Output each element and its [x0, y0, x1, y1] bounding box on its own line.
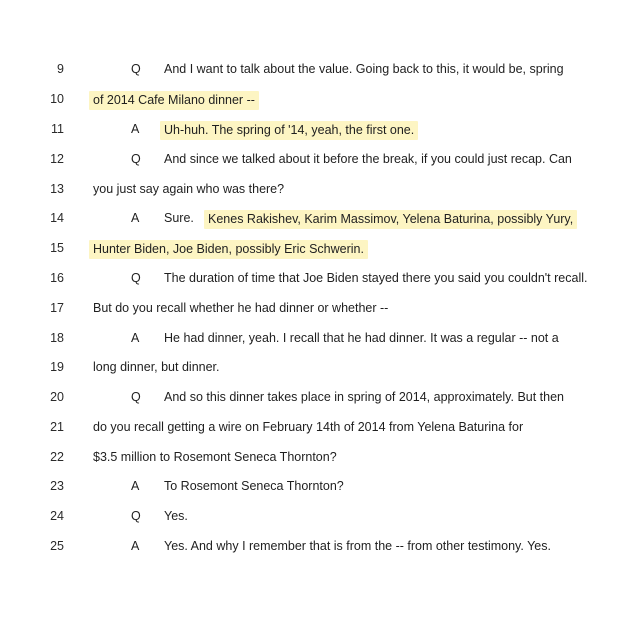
speaker-label: Q	[131, 509, 141, 523]
line-number: 25	[50, 539, 64, 553]
highlighted-text: Uh-huh. The spring of '14, yeah, the first one.	[160, 121, 418, 140]
line-number: 13	[50, 182, 64, 196]
line-text: But do you recall whether he had dinner or whether --	[93, 301, 389, 315]
transcript-line-21	[0, 414, 620, 442]
transcript-line-12	[0, 146, 620, 174]
line-text: And so this dinner takes place in spring of 2014, approximately. But then	[164, 390, 565, 404]
transcript-line-18	[0, 325, 620, 353]
speaker-label: A	[131, 211, 140, 225]
highlighted-text: of 2014 Cafe Milano dinner --	[89, 91, 259, 110]
speaker-label: A	[131, 331, 140, 345]
speaker-label: Q	[131, 62, 141, 76]
speaker-label: Q	[131, 390, 141, 404]
highlighted-text: Kenes Rakishev, Karim Massimov, Yelena Baturina, possibly Yury,	[204, 210, 577, 229]
transcript-line-13	[0, 176, 620, 204]
line-number: 15	[50, 241, 64, 255]
transcript-line-25	[0, 533, 620, 561]
transcript-line-10	[0, 86, 620, 114]
transcript-line-16	[0, 265, 620, 293]
line-text: And since we talked about it before the break, if you could just recap. Can	[164, 152, 572, 166]
line-number: 14	[50, 211, 64, 225]
line-number: 18	[50, 331, 64, 345]
transcript-line-11	[0, 116, 620, 144]
transcript-line-20	[0, 384, 620, 412]
line-number: 11	[51, 122, 64, 136]
transcript-line-9	[0, 56, 620, 84]
speaker-label: Q	[131, 271, 141, 285]
line-number: 10	[50, 92, 64, 106]
line-text: He had dinner, yeah. I recall that he had dinner. It was a regular -- not a	[164, 331, 559, 345]
transcript-line-24	[0, 503, 620, 531]
line-text: you just say again who was there?	[93, 182, 285, 196]
transcript-line-22	[0, 444, 620, 472]
line-text: Yes. And why I remember that is from the -- from other testimony. Yes.	[164, 539, 551, 553]
speaker-label: A	[131, 539, 140, 553]
speaker-label: A	[131, 122, 140, 136]
line-number: 12	[50, 152, 64, 166]
transcript-line-19	[0, 354, 620, 382]
line-number: 21	[50, 420, 64, 434]
line-text: do you recall getting a wire on February 14th of 2014 from Yelena Baturina for	[93, 420, 524, 434]
line-text: The duration of time that Joe Biden stayed there you said you couldn't recall.	[164, 271, 588, 285]
transcript-line-14	[0, 205, 620, 233]
line-text: long dinner, but dinner.	[93, 360, 220, 374]
line-number: 17	[50, 301, 64, 315]
highlighted-text: Hunter Biden, Joe Biden, possibly Eric Schwerin.	[89, 240, 368, 259]
line-text: Yes.	[164, 509, 188, 523]
line-number: 16	[50, 271, 64, 285]
line-text: Sure.	[164, 211, 194, 225]
transcript-line-23	[0, 473, 620, 501]
transcript-line-17	[0, 295, 620, 323]
line-number: 20	[50, 390, 64, 404]
line-text: $3.5 million to Rosemont Seneca Thornton?	[93, 450, 337, 464]
speaker-label: Q	[131, 152, 141, 166]
line-number: 24	[50, 509, 64, 523]
line-text: To Rosemont Seneca Thornton?	[164, 479, 344, 493]
speaker-label: A	[131, 479, 140, 493]
line-text: And I want to talk about the value. Going back to this, it would be, spring	[164, 62, 564, 76]
line-number: 23	[50, 479, 64, 493]
line-number: 9	[57, 62, 64, 76]
line-number: 22	[50, 450, 64, 464]
transcript-line-15	[0, 235, 620, 263]
line-number: 19	[50, 360, 64, 374]
